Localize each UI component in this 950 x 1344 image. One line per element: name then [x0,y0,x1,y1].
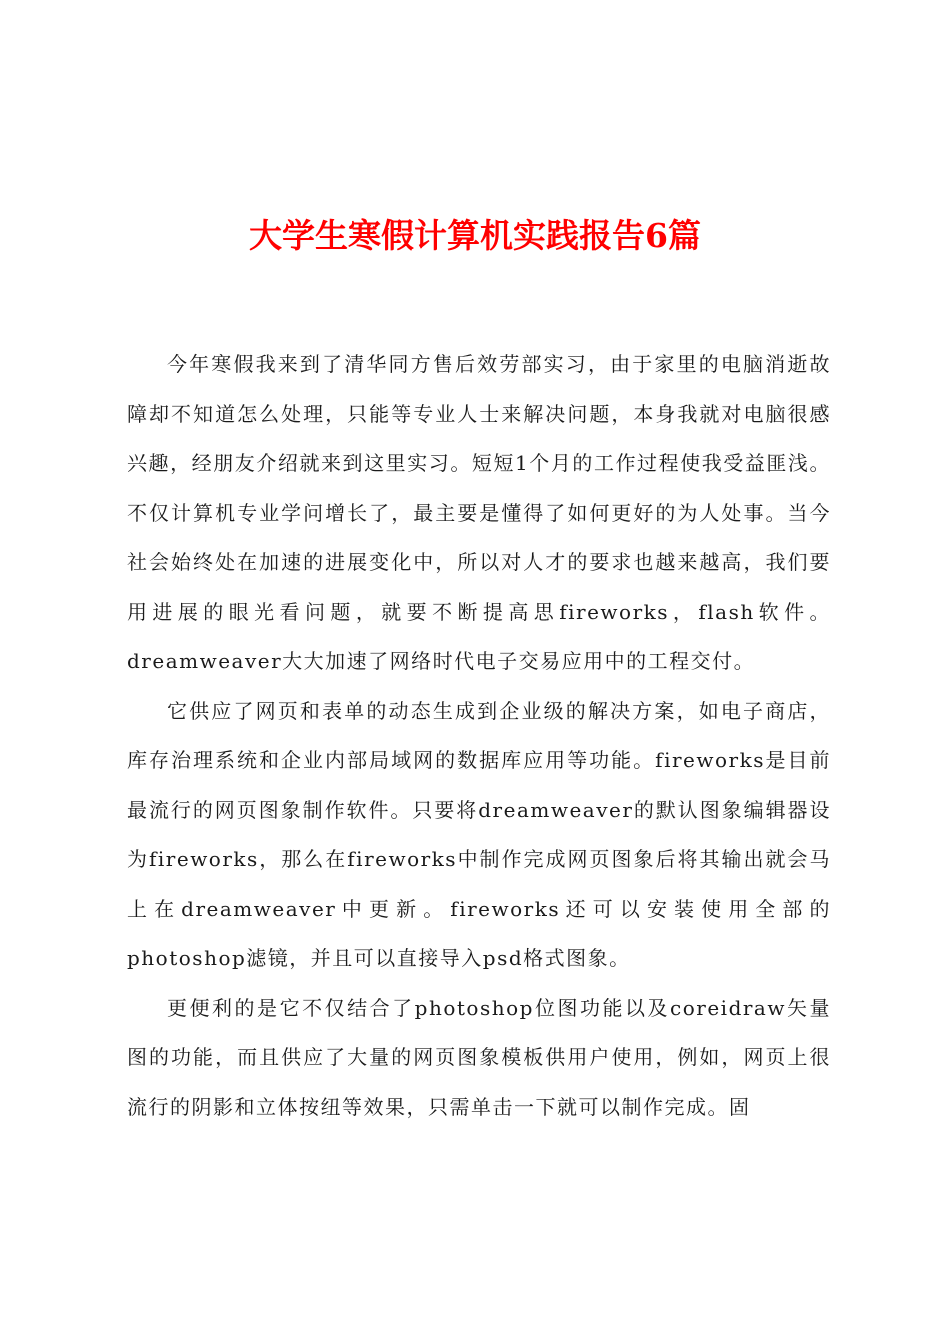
paragraph-3: 更便利的是它不仅结合了photoshop位图功能以及coreidraw矢量图的功能，而且供应了大量的网页图象模板供用户使用，例如，网页上很流行的阴影和立体按纽等效果，只需单击一下就可以制作完成。固 [127,995,831,1119]
page-title: 大学生寒假计算机实践报告6篇 [249,216,701,255]
paragraph-1: 今年寒假我来到了清华同方售后效劳部实习，由于家里的电脑消逝故障却不知道怎么处理，只能等专业人士来解决问题，本身我就对电脑很感兴趣，经朋友介绍就来到这里实习。短短1个月的工作过程使我受益匪浅。不仅计算机专业学问增长了，最主要是懂得了如何更好的为人处事。当今社会始终处在加速的进展变化中，所以对人才的要求也越来越高，我们要用进展的眼光看问题，就要不断提高思fireworks，flash软件。dreamweaver大大加速了网络时代电子交易应用中的工程交付。 [127,352,831,673]
paragraph-2: 它供应了网页和表单的动态生成到企业级的解决方案，如电子商店，库存治理系统和企业内部局域网的数据库应用等功能。fireworks是目前最流行的网页图象制作软件。只要将dreamweaver的默认图象编辑器设为fireworks，那么在fireworks中制作完成网页图象后将其输出就会马上在dreamweaver中更新。fireworks还可以安装使用全部的photoshop滤镜，并且可以直接导入psd格式图象。 [127,698,831,970]
document-body [127,340,831,1132]
